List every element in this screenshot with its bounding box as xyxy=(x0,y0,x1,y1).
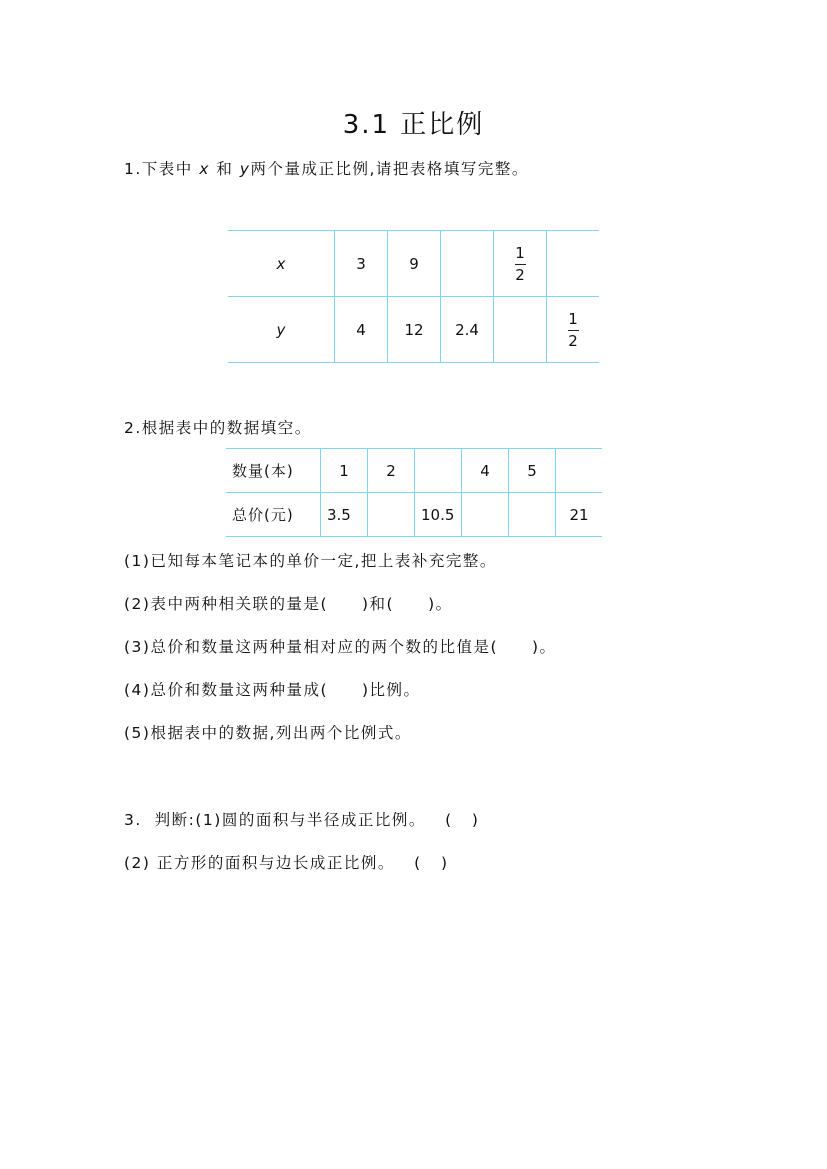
table-row-quantity xyxy=(226,449,602,493)
cell-q-2: 2 xyxy=(368,449,415,493)
table-row-y xyxy=(228,297,599,363)
q1-prefix: 1.下表中 xyxy=(124,160,200,178)
table-row-x xyxy=(228,231,599,297)
cell-x-2: 9 xyxy=(388,231,441,297)
page-title: 3.1 正比例 xyxy=(342,110,485,140)
cell-t-2[interactable] xyxy=(368,493,415,537)
fraction-numerator: 1 xyxy=(515,243,525,262)
proportion-table xyxy=(228,230,599,363)
cell-x-5[interactable] xyxy=(547,231,600,297)
fraction-bar xyxy=(515,264,526,265)
price-table xyxy=(226,448,602,537)
cell-t-3: 10.5 xyxy=(415,493,462,537)
cell-q-6[interactable] xyxy=(556,449,603,493)
var-x: x xyxy=(199,160,210,178)
question-1-prompt xyxy=(124,157,529,179)
cell-q-4: 4 xyxy=(462,449,509,493)
cell-x-3[interactable] xyxy=(441,231,494,297)
question-3-line-1: 3. 判断:(1)圆的面积与半径成正比例。 ( ) xyxy=(124,811,480,829)
cell-q-5: 5 xyxy=(509,449,556,493)
cell-q-1: 1 xyxy=(321,449,368,493)
table-row-total xyxy=(226,493,602,537)
row-label-x: x xyxy=(228,231,335,297)
question-2-heading: 2.根据表中的数据填空。 xyxy=(124,419,312,437)
cell-t-5[interactable] xyxy=(509,493,556,537)
sub-question-1: (1)已知每本笔记本的单价一定,把上表补充完整。 xyxy=(124,552,497,570)
cell-y-1: 4 xyxy=(335,297,388,363)
cell-q-3[interactable] xyxy=(415,449,462,493)
cell-y-3: 2.4 xyxy=(441,297,494,363)
cell-x-1: 3 xyxy=(335,231,388,297)
cell-t-4[interactable] xyxy=(462,493,509,537)
fraction-denominator: 2 xyxy=(568,331,578,350)
cell-y-2: 12 xyxy=(388,297,441,363)
fraction-bar xyxy=(568,330,579,331)
sub-question-2: (2)表中两种相关联的量是( )和( )。 xyxy=(124,595,453,613)
q1-suffix: 两个量成正比例,请把表格填写完整。 xyxy=(250,160,529,178)
sub-question-3: (3)总价和数量这两种量相对应的两个数的比值是( )。 xyxy=(124,638,557,656)
question-3-line-2: (2) 正方形的面积与边长成正比例。 ( ) xyxy=(124,854,449,872)
q1-mid: 和 xyxy=(216,160,240,178)
cell-t-6: 21 xyxy=(556,493,603,537)
fraction-denominator: 2 xyxy=(515,265,525,284)
row-label-total: 总价(元) xyxy=(226,493,321,537)
sub-question-4: (4)总价和数量这两种量成( )比例。 xyxy=(124,681,421,699)
fraction-one-half xyxy=(568,311,579,350)
cell-y-5 xyxy=(547,297,600,363)
row-label-quantity: 数量(本) xyxy=(226,449,321,493)
var-y: y xyxy=(239,160,251,178)
fraction-numerator: 1 xyxy=(568,309,578,328)
sub-question-5: (5)根据表中的数据,列出两个比例式。 xyxy=(124,724,412,742)
cell-x-4 xyxy=(494,231,547,297)
cell-t-1: 3.5 xyxy=(321,493,368,537)
fraction-one-half xyxy=(515,245,526,284)
cell-y-4[interactable] xyxy=(494,297,547,363)
row-label-y: y xyxy=(228,297,335,363)
